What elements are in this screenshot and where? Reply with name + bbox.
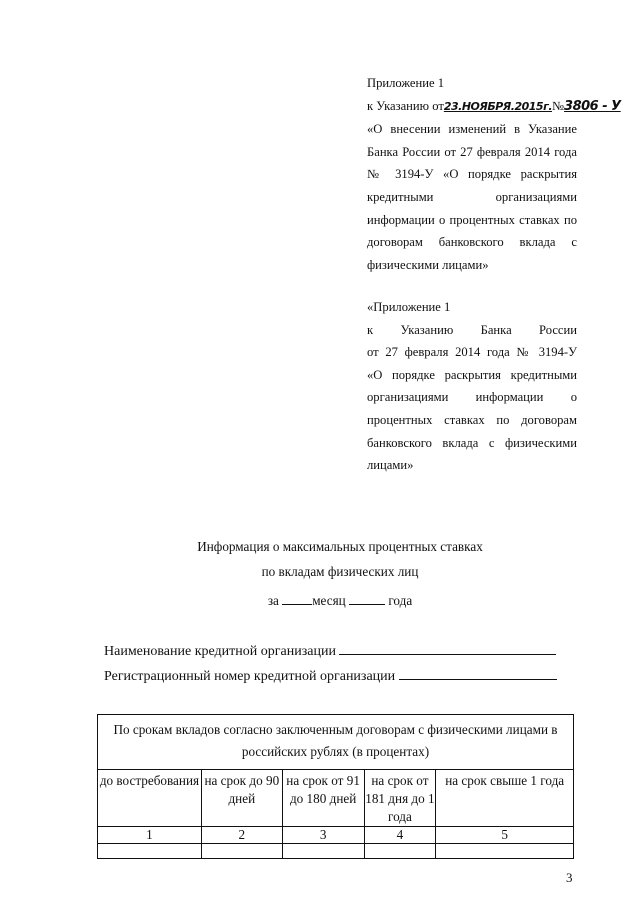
appendix-1-line: Банка России от 27 февраля 2014 года (367, 144, 577, 159)
appendix-2-line: банковского вклада с физическими (367, 435, 577, 450)
month-blank (282, 590, 312, 605)
appendix-2-line: организациями информации о (367, 390, 577, 405)
page-number: 3 (566, 870, 573, 885)
ref-prefix: к Указанию от (367, 98, 444, 113)
appendix-1-line: физическими лицами» (367, 257, 489, 272)
reg-number-field (104, 665, 557, 685)
column-header: на срок свыше 1 года (436, 770, 574, 827)
appendix-1-line: «О внесении изменений в Указание (367, 122, 577, 137)
appendix-1-title: Приложение 1 (367, 76, 445, 90)
appendix-1-line: информации о процентных ставках по (367, 212, 577, 227)
appendix-2-line: лицами» (367, 458, 414, 473)
appendix-2-line: «Приложение 1 (367, 300, 451, 314)
handwritten-number: 3806 - У (564, 98, 621, 114)
number-sign: № (552, 98, 565, 113)
heading-period-line (0, 590, 640, 609)
appendix-2-line: процентных ставках по договорам (367, 412, 577, 427)
org-name-field (104, 640, 556, 660)
appendix-1-line: № 3194-У «О порядке раскрытия (367, 167, 577, 182)
column-number: 3 (282, 827, 364, 844)
heading-line-2: по вкладам физических лиц (261, 564, 419, 579)
table-numbers-row (98, 827, 574, 844)
table-columns-row (98, 770, 574, 827)
org-name-label: Наименование кредитной организации (104, 644, 336, 659)
heading-line-1: Информация о максимальных процентных ставках (197, 539, 483, 554)
appendix-1-ref-line (367, 95, 621, 119)
column-number: 4 (364, 827, 436, 844)
column-number: 1 (98, 827, 202, 844)
appendix-1-line: кредитными организациями (367, 189, 577, 204)
rates-table (97, 714, 574, 859)
period-year: года (388, 593, 413, 608)
table-cell (282, 844, 364, 859)
table-cell (436, 844, 574, 859)
reg-number-label: Регистрационный номер кредитной организации (104, 669, 396, 684)
period-za: за (267, 593, 279, 608)
appendix-2-line: к Указанию Банка России (367, 322, 577, 337)
column-header: на срок от 91 до 180 дней (282, 770, 364, 827)
column-header: на срок от 181 дня до 1 года (364, 770, 436, 827)
org-name-blank (339, 640, 556, 655)
column-header: на срок до 90 дней (201, 770, 282, 827)
appendix-1-block (367, 72, 621, 276)
period-month: месяц (312, 593, 346, 608)
column-number: 5 (436, 827, 574, 844)
year-blank (349, 590, 385, 605)
column-header: до востребования (98, 770, 202, 827)
table-empty-row (98, 844, 574, 859)
table-cell (98, 844, 202, 859)
handwritten-date: 23.НОЯБРЯ.2015г. (443, 99, 552, 113)
table-cell (201, 844, 282, 859)
column-number: 2 (201, 827, 282, 844)
table-cell (364, 844, 436, 859)
reg-number-blank (399, 665, 557, 680)
appendix-1-line: договорам банковского вклада с (367, 235, 577, 250)
appendix-2-line: «О порядке раскрытия кредитными (367, 367, 577, 382)
appendix-2-line: от 27 февраля 2014 года № 3194-У (367, 345, 577, 360)
table-header-row (98, 715, 574, 770)
table-header-cell: По срокам вкладов согласно заключенным договорам с физическими лицами в российских рублях (в процентах) (98, 715, 574, 770)
appendix-2-block (367, 296, 577, 477)
